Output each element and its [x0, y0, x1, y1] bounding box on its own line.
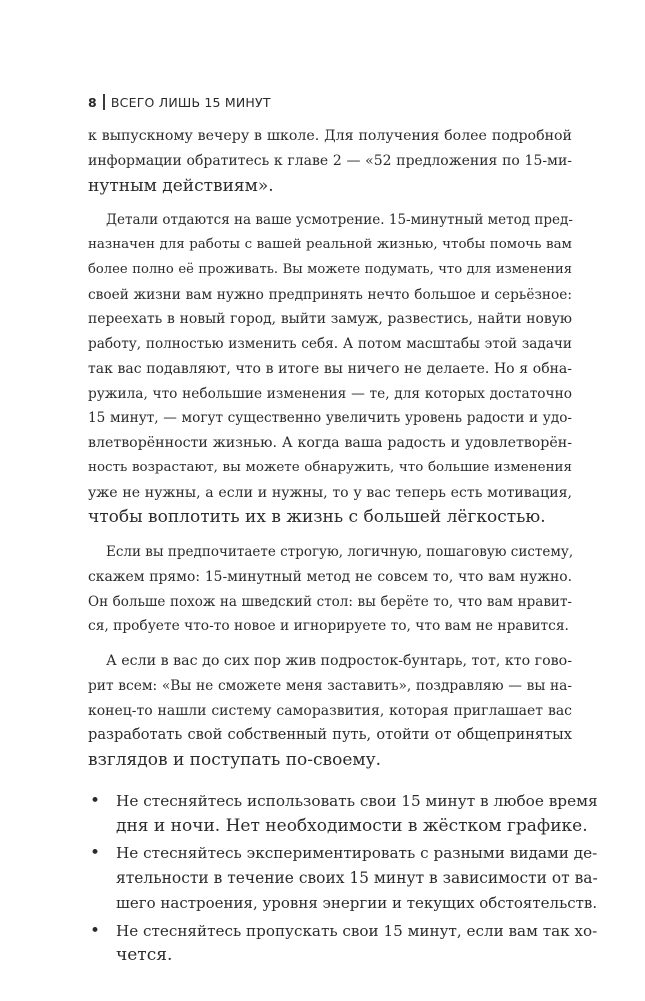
- bullet-icon: •: [90, 920, 101, 941]
- text-line: взглядов и поступать по-своему.: [88, 750, 382, 770]
- body-text: [88, 124, 598, 971]
- text-line: рит всем: «Вы не сможете меня заставить», поздравляю — вы на-: [88, 677, 572, 694]
- text-line: ность возрастают, вы можете обнаружить, что большие изменения: [88, 459, 572, 475]
- list-item: [88, 789, 598, 839]
- text-line: Не стесняйтесь экспериментировать с разными видами де-: [116, 844, 598, 863]
- paragraph: [88, 208, 572, 530]
- list-item: [88, 919, 598, 969]
- text-line: ся, пробуете что-то новое и игнорируете то, что вам не нравится.: [88, 618, 569, 635]
- text-line: Он больше похож на шведский стол: вы берёте то, что вам нравит-: [88, 593, 572, 610]
- text-line: своей жизни вам нужно предпринять нечто большое и серьёзное:: [88, 286, 572, 303]
- paragraph: [88, 649, 572, 773]
- text-line: Если вы предпочитаете строгую, логичную, пошаговую систему,: [106, 544, 574, 560]
- text-line: ятельности в течение своих 15 минут в зависимости от ва-: [116, 869, 598, 887]
- text-line: ружила, что небольшие изменения — те, для которых достаточно: [88, 385, 572, 402]
- list-item: [88, 841, 598, 915]
- text-line: к выпускному вечеру в школе. Для получения более подробной: [88, 128, 572, 144]
- text-line: нутным действиям».: [88, 175, 274, 196]
- text-line: так вас подавляют, что в итоге вы ничего не делаете. Но я обна-: [88, 360, 572, 377]
- text-line: Детали отдаются на ваше усмотрение. 15-минутный метод пред-: [106, 212, 573, 229]
- running-header: [88, 92, 271, 112]
- text-line: уже не нужны, а если и нужны, то у вас теперь есть мотивация,: [88, 484, 572, 501]
- text-line: чется.: [116, 945, 173, 966]
- text-line: шего настроения, уровня энергии и текущих обстоятельств.: [116, 893, 598, 912]
- text-line: 15 минут, — могут существенно увеличить уровень радости и удо-: [88, 410, 572, 427]
- bullet-icon: •: [90, 790, 101, 811]
- text-line: более полно её проживать. Вы можете подумать, что для изменения: [88, 261, 572, 277]
- text-line: переехать в новый город, выйти замуж, развестись, найти новую: [88, 311, 572, 328]
- text-line: назначен для работы с вашей реальной жизнью, чтобы помочь вам: [88, 237, 572, 252]
- text-line: А если в вас до сих пор жив подросток-бунтарь, тот, кто гово-: [106, 653, 572, 669]
- text-line: Не стесняйтесь использовать свои 15 минут в любое время: [116, 791, 598, 810]
- text-line: скажем прямо: 15-минутный метод не совсем то, что вам нужно.: [88, 568, 572, 585]
- paragraph: [88, 124, 572, 198]
- header-divider: [103, 94, 105, 110]
- paragraph: [88, 540, 572, 639]
- text-line: работу, полностью изменить себя. А потом масштабы этой задачи: [88, 336, 572, 352]
- page-number: 8: [88, 94, 97, 110]
- text-line: разработать свой собственный путь, отойти от общепринятых: [88, 726, 572, 744]
- text-line: конец-то нашли систему саморазвития, которая приглашает вас: [88, 702, 572, 719]
- bullet-list: [88, 789, 598, 968]
- text-line: чтобы воплотить их в жизнь с большей лёгкостью.: [88, 507, 546, 528]
- text-line: дня и ночи. Нет необходимости в жёстком графике.: [116, 815, 588, 836]
- text-line: влетворённости жизнью. А когда ваша радость и удовлетворён-: [88, 435, 572, 451]
- bullet-icon: •: [90, 843, 101, 864]
- text-line: информации обратитесь к главе 2 — «52 предложения по 15-ми-: [88, 152, 572, 169]
- text-line: Не стесняйтесь пропускать свои 15 минут, если вам так хо-: [116, 921, 598, 940]
- running-title: ВСЕГО ЛИШЬ 15 МИНУТ: [110, 94, 271, 110]
